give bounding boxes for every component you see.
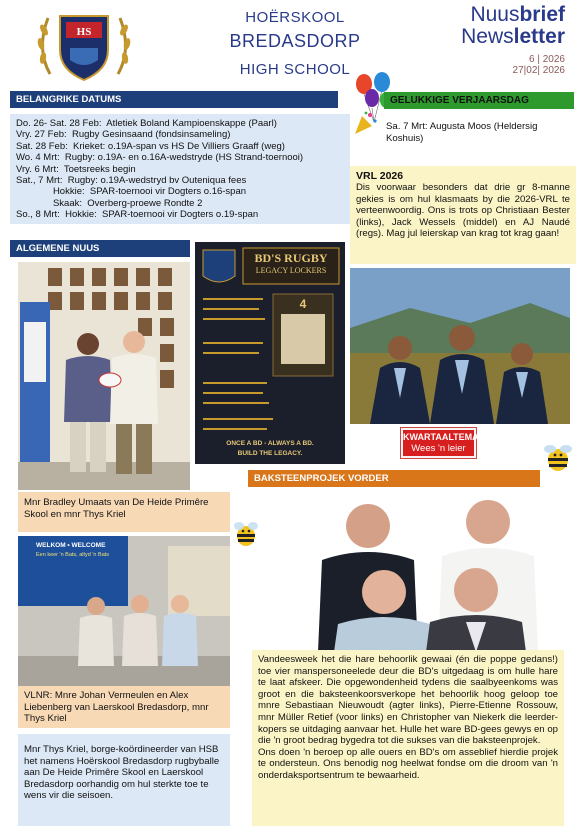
news-photo-2: [18, 536, 230, 686]
birthday-heading: GELUKKIGE VERJAARSDAG: [384, 92, 574, 109]
bricks-photo: [300, 492, 560, 652]
bricks-body-box: [252, 650, 564, 826]
news-caption-1-text: Mnr Bradley Umaats van De Heide Primêre Skool en mnr Thys Kriel: [24, 497, 209, 520]
news-photo-1: [18, 262, 190, 490]
dates-row: Sat., 7 Mrt: Rugby: o.19A-wedstryd bv Outeniqua fees: [16, 175, 247, 187]
school-crest: [32, 4, 136, 86]
poster-footer-2: BUILD THE LEGACY.: [237, 450, 303, 457]
rugby-lockers-poster: [195, 242, 345, 464]
issue-number: 6 | 2026: [529, 54, 565, 65]
news-caption-1: [18, 492, 230, 532]
bricks-heading: BAKSTEENPROJEK VORDER: [248, 470, 540, 487]
poster-locker-number: 4: [299, 297, 307, 311]
news-caption-2-text: VLNR: Mnre Johan Vermeulen en Alex Liebenberg van Laerskool Bredasdorp, mnr Thys Kriel: [24, 690, 209, 725]
poster-title: BD'S RUGBY: [254, 251, 328, 265]
welcome-sign-line2: Een keer 'n Bats, altyd 'n Bats: [36, 552, 110, 558]
svg-text:HS: HS: [76, 26, 92, 38]
birthday-entry: Sa. 7 Mrt: Augusta Moos (Heldersig Koshuis): [386, 121, 538, 144]
quarter-theme-badge: [401, 428, 479, 458]
vrl-heading: VRL 2026: [356, 170, 404, 182]
bricks-paragraph-2: Ons doen 'n beroep op alle ouers en BD's om asseblief hierdie projek te ondersteun. Ons benodig nog heelwat fondse om die droom van 'n onderdaksportsentrum te bewaarheid.: [258, 746, 558, 781]
poster-footer-1: ONCE A BD - ALWAYS A BD.: [226, 440, 314, 447]
dates-row: Vry. 6 Mrt: Toetsreeks begin: [16, 163, 136, 175]
welcome-sign-line1: WELKOM • WELCOME: [36, 542, 106, 549]
news-heading: ALGEMENE NUUS: [10, 240, 190, 257]
school-name: [196, 9, 394, 79]
bee-mascot-icon-2: [542, 440, 574, 474]
newsletter-title-english: Newsletter: [461, 25, 565, 48]
news-caption-2: [18, 686, 230, 728]
school-name-line3: HIGH SCHOOL: [239, 61, 351, 78]
vrl-body: Dis voorwaar besonders dat drie gr 8-manne gekies is om hul klasmaats by die 2026-VRL te verteenwoordig. Ons is trots op Christiaan Bester (links), Jack Wessels (middel) en AJ Naudé (regs). Mag jul leierskap van krag tot krag gaan!: [356, 182, 570, 240]
news-body: Mnr Thys Kriel, borge-koördineerder van HSB het namens Hoërskool Bredasdorp rugbyballe aan De Heide Primêre Skool en Laerskool Bredasdorp oorhandig om hul sterkte toe te wens vir die seisoen.: [24, 744, 220, 802]
vrl-photo: [350, 268, 570, 424]
quarter-theme-title: KWARTAALTEMA: [403, 432, 479, 442]
poster-subtitle: LEGACY LOCKERS: [255, 266, 327, 275]
dates-row: Skaak: Overberg-proewe Rondte 2: [16, 197, 203, 209]
issue-date: 27|02| 2026: [512, 65, 565, 76]
party-icon: [352, 110, 378, 136]
dates-row: Do. 26- Sat. 28 Feb: Atletiek Boland Kampioenskappe (Paarl): [16, 118, 277, 129]
bee-mascot-icon: [232, 518, 260, 548]
school-name-line2: BREDASDORP: [229, 31, 361, 51]
dates-row: Wo. 4 Mrt: Rugby: o.19A- en o.16A-wedstryde (HS Strand-toernooi): [16, 152, 304, 164]
dates-box: [10, 114, 350, 224]
school-name-line1: HOËRSKOOL: [245, 9, 345, 26]
vrl-box: [350, 166, 576, 264]
dates-row: Sat. 28 Feb: Krieket: o.19A-span vs HS De Villiers Graaff (weg): [16, 140, 285, 152]
dates-row: Hokkie: SPAR-toernooi vir Dogters o.16-span: [16, 186, 247, 198]
quarter-theme-subtitle: Wees 'n leier: [411, 443, 466, 454]
bricks-paragraph-1: Vandeesweek het die hare behoorlik gewaai (én die poppe gedans!) toe vier manspersoneelede deur die BD's uitgedaag is om hulle hare te laat afskeer. Die opgewondenheid tydens die saalbyeenkoms was groot en die baksteenkoorsverkope het behoorlik hoog geloop toe mnre Sebastiaan Nieuwoudt (agter links), Pierre-Etienne Rossouw, mnr Müller Retief (voor links) en Christopher van Niekerk die leerder-kopers se uitdaging aanvaar het. Hulle het ware BD-gees gewys en op die 'n groot bedrag bygedra tot die sukses van die baksteenprojek.: [258, 654, 558, 747]
dates-heading: BELANGRIKE DATUMS: [10, 91, 338, 108]
dates-row: So., 8 Mrt: Hokkie: SPAR-toernooi vir Dogters o.19-span: [16, 209, 259, 221]
dates-row: Vry. 27 Feb: Rugby Gesinsaand (fondsinsameling): [16, 129, 231, 141]
newsletter-title: [415, 4, 565, 76]
news-body-box: [18, 734, 230, 826]
newsletter-title-afrikaans: Nuusbrief: [470, 3, 565, 26]
